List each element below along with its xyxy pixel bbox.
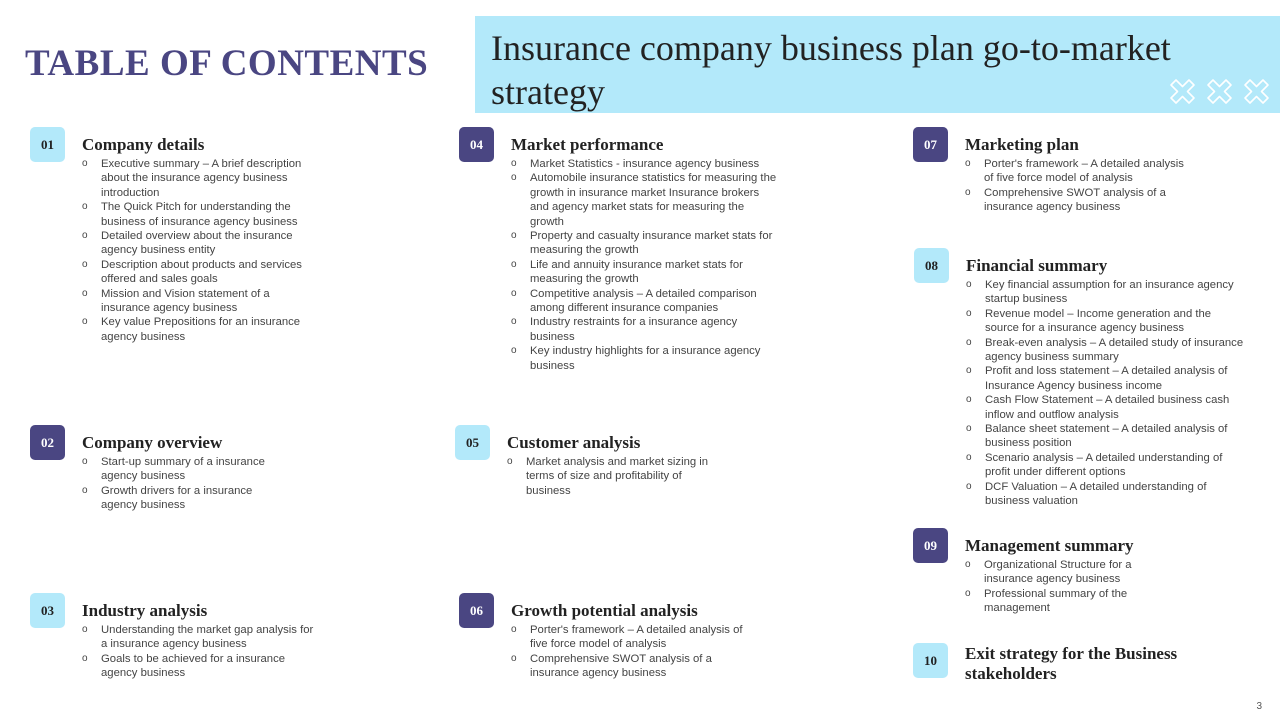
- page-title: TABLE OF CONTENTS: [25, 43, 429, 84]
- x-mark-icon: [1204, 76, 1235, 107]
- section-number-badge: 02: [30, 425, 65, 460]
- section-item-list: [82, 455, 287, 513]
- section-number-badge: 01: [30, 127, 65, 162]
- section-item-list: [965, 157, 1195, 215]
- list-item: o Competitive analysis – A detailed comparison among different insurance companies: [511, 287, 781, 316]
- section-title: Industry analysis: [82, 601, 208, 620]
- list-item: o Life and annuity insurance market stats for measuring the growth: [511, 258, 781, 287]
- section-number-badge: 07: [913, 127, 948, 162]
- page-subtitle: Insurance company business plan go-to-market strategy: [491, 28, 1171, 112]
- list-item: o The Quick Pitch for understanding the business of insurance agency business: [82, 200, 318, 229]
- section-number-badge: 05: [455, 425, 490, 460]
- section-title: Growth potential analysis: [511, 601, 698, 620]
- section-title: Market performance: [511, 135, 664, 154]
- section-title: Financial summary: [966, 256, 1108, 275]
- x-mark-icon: [1241, 76, 1272, 107]
- section-number-badge: 06: [459, 593, 494, 628]
- x-mark-icon: [1167, 76, 1198, 107]
- list-item: o Balance sheet statement – A detailed analysis of business position: [966, 422, 1246, 451]
- section-number-badge: 03: [30, 593, 65, 628]
- list-item: o Executive summary – A brief description about the insurance agency business introduction: [82, 157, 318, 200]
- section-title: Management summary: [965, 536, 1134, 555]
- list-item: o Start-up summary of a insurance agency business: [82, 455, 287, 484]
- decoration-marks: [1167, 76, 1272, 107]
- list-item: o Detailed overview about the insurance agency business entity: [82, 229, 318, 258]
- section-title: Company details: [82, 135, 205, 154]
- list-item: o Comprehensive SWOT analysis of a insurance agency business: [511, 652, 743, 681]
- section-item-list: [82, 623, 318, 681]
- section-title: Company overview: [82, 433, 223, 452]
- section-item-list: [511, 157, 781, 373]
- list-item: o Profit and loss statement – A detailed analysis of Insurance Agency business income: [966, 364, 1246, 393]
- list-item: o Porter's framework – A detailed analysis of five force model of analysis: [965, 157, 1195, 186]
- list-item: o Market analysis and market sizing in terms of size and profitability of business: [507, 455, 719, 498]
- section-title: Customer analysis: [507, 433, 641, 452]
- list-item: o Growth drivers for a insurance agency business: [82, 484, 287, 513]
- section-title: Exit strategy for the Business stakeholders: [965, 644, 1178, 683]
- list-item: o Industry restraints for a insurance agency business: [511, 315, 781, 344]
- section-number-badge: 09: [913, 528, 948, 563]
- list-item: o Description about products and services offered and sales goals: [82, 258, 318, 287]
- list-item: o Porter's framework – A detailed analysis of five force model of analysis: [511, 623, 743, 652]
- section-number-badge: 04: [459, 127, 494, 162]
- list-item: o DCF Valuation – A detailed understanding of business valuation: [966, 480, 1246, 509]
- list-item: o Property and casualty insurance market stats for measuring the growth: [511, 229, 781, 258]
- list-item: o Organizational Structure for a insurance agency business: [965, 558, 1165, 587]
- list-item: o Understanding the market gap analysis for a insurance agency business: [82, 623, 318, 652]
- list-item: o Revenue model – Income generation and the source for a insurance agency business: [966, 307, 1246, 336]
- section-item-list: [965, 558, 1165, 616]
- section-item-list: [507, 455, 719, 498]
- list-item: o Professional summary of the management: [965, 587, 1165, 616]
- list-item: o Scenario analysis – A detailed understanding of profit under different options: [966, 451, 1246, 480]
- list-item: o Break-even analysis – A detailed study of insurance agency business summary: [966, 336, 1246, 365]
- page-number: 3: [1256, 701, 1262, 712]
- section-number-badge: 08: [914, 248, 949, 283]
- section-item-list: [966, 278, 1246, 509]
- list-item: o Key value Prepositions for an insurance agency business: [82, 315, 318, 344]
- list-item: o Automobile insurance statistics for measuring the growth in insurance market Insurance brokers and agency market stats for measuring the growth: [511, 171, 781, 229]
- list-item: o Cash Flow Statement – A detailed business cash inflow and outflow analysis: [966, 393, 1246, 422]
- list-item: o Market Statistics - insurance agency business: [511, 157, 781, 171]
- section-title: Marketing plan: [965, 135, 1079, 154]
- section-number-badge: 10: [913, 643, 948, 678]
- section-item-list: [511, 623, 743, 681]
- list-item: o Key financial assumption for an insurance agency startup business: [966, 278, 1246, 307]
- list-item: o Key industry highlights for a insurance agency business: [511, 344, 781, 373]
- list-item: o Comprehensive SWOT analysis of a insurance agency business: [965, 186, 1195, 215]
- section-item-list: [82, 157, 318, 344]
- list-item: o Mission and Vision statement of a insurance agency business: [82, 287, 318, 316]
- subtitle-banner: [475, 16, 1280, 113]
- list-item: o Goals to be achieved for a insurance agency business: [82, 652, 318, 681]
